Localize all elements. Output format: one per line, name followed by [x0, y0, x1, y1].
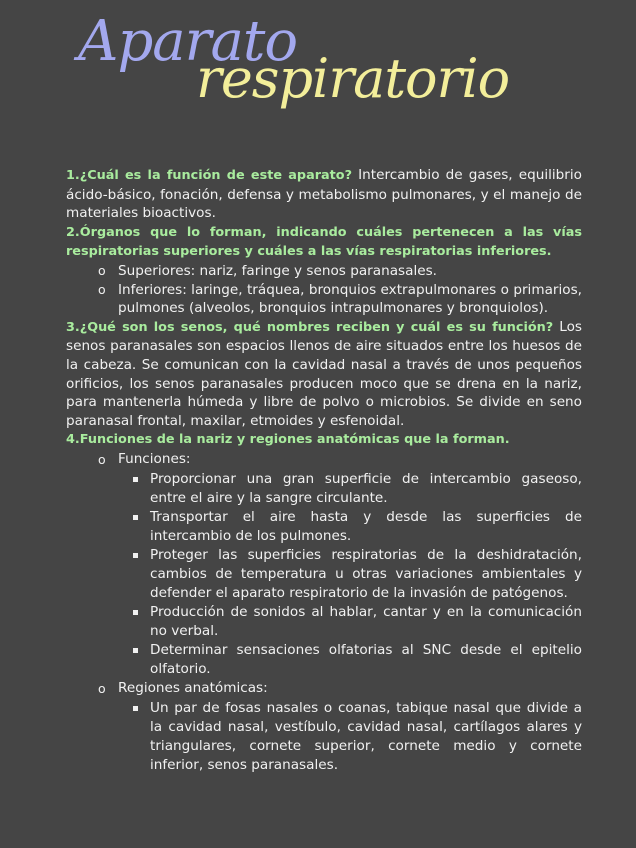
section-2-heading	[66, 223, 582, 262]
nose-list	[66, 450, 582, 775]
funciones-list	[118, 470, 582, 679]
list-item: o Superiores: nariz, faringe y senos paranasales.	[66, 262, 582, 281]
list-item: Proporcionar una gran superficie de intercambio gaseoso, entre el aire y la sangre circulante.	[118, 470, 582, 508]
section-3	[66, 318, 582, 431]
list-item: Transportar el aire hasta y desde las superficies de intercambio de los pulmones.	[118, 508, 582, 546]
answer-1: Intercambio de gases, equilibrio ácido-básico, fonación, defensa y metabolismo pulmonares, y el manejo de materiales bioactivos.	[66, 167, 582, 222]
question-1: 1.¿Cuál es la función de este aparato?	[66, 168, 352, 183]
question-2: 2.Órganos que lo forman, indicando cuáles pertenecen a las vías respiratorias superiores y cuáles a las vías respiratorias inferiores.	[66, 224, 582, 260]
answer-3: Los senos paranasales son espacios llenos de aire situados entre los huesos de la cabeza. Se comunican con la cavidad nasal a través de unos pequeños orificios, los senos paranasales producen moco que se drena en la nariz, para mantenerla húmeda y libre de polvo o microbios. Se divide en seno paranasal frontal, maxilar, etmoides y esfenoidal.	[66, 318, 582, 429]
title-word-respiratorio: respiratorio	[196, 47, 510, 110]
question-3: 3.¿Qué son los senos, qué nombres reciben y cuál es su función?	[66, 319, 554, 335]
list-item: Determinar sensaciones olfatorias al SNC desde el epitelio olfatorio.	[118, 641, 582, 679]
organs-list	[66, 262, 582, 318]
list-item: Un par de fosas nasales o coanas, tabique nasal que divide a la cavidad nasal, vestíbulo, cavidad nasal, cartílagos alares y triangulares, cornete superior, cornete medio y cornete inferior, senos paranasales.	[118, 699, 582, 775]
regiones-label: Regiones anatómicas:	[118, 679, 268, 696]
regiones-list	[118, 699, 582, 775]
list-item: Proteger las superficies respiratorias de la deshidratación, cambios de temperatura u otras variaciones ambientales y defender el aparato respiratorio de la invasión de patógenos.	[118, 546, 582, 603]
list-item-regiones	[66, 679, 582, 775]
title-word-aparato: Aparato	[78, 9, 298, 74]
section-1	[66, 166, 582, 223]
funciones-label: Funciones:	[118, 450, 191, 467]
question-4: 4.Funciones de la nariz y regiones anatómicas que la forman.	[66, 432, 510, 448]
section-4-heading	[66, 430, 582, 450]
list-item: o Inferiores: laringe, tráquea, bronquios extrapulmonares o primarios, pulmones (alveolos, bronquios intrapulmonares y bronquiolos).	[66, 281, 582, 318]
list-item: Producción de sonidos al hablar, cantar y en la comunicación no verbal.	[118, 603, 582, 641]
list-item-funciones	[66, 450, 582, 679]
document-body	[66, 166, 582, 775]
